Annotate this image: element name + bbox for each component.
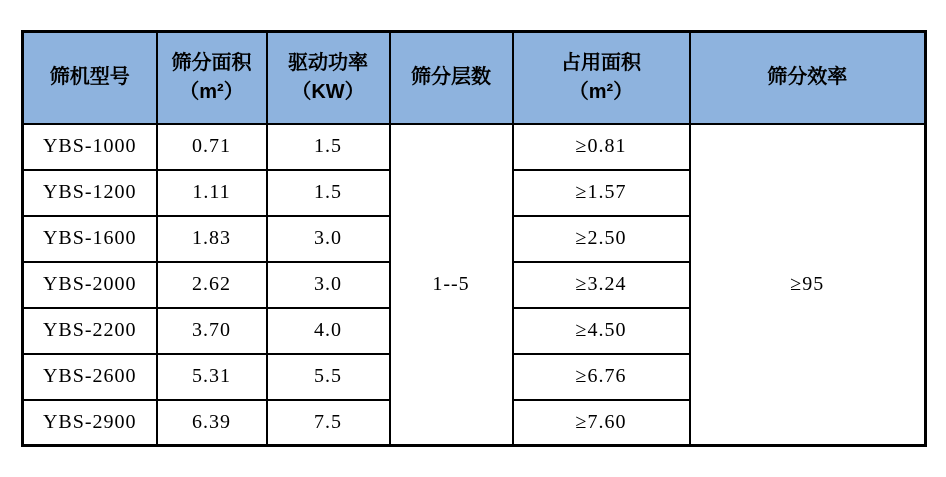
cell-model: YBS-2200: [23, 308, 157, 354]
column-header-occupied-area: [513, 32, 690, 124]
cell-occupied: ≥4.50: [513, 308, 690, 354]
cell-occupied: ≥2.50: [513, 216, 690, 262]
column-header-model: [23, 32, 157, 124]
cell-power: 7.5: [267, 400, 390, 446]
cell-occupied: ≥0.81: [513, 124, 690, 170]
cell-occupied: ≥6.76: [513, 354, 690, 400]
cell-efficiency-merged: ≥95: [690, 124, 926, 446]
cell-area: 1.11: [157, 170, 267, 216]
cell-model: YBS-1600: [23, 216, 157, 262]
cell-area: 2.62: [157, 262, 267, 308]
column-header-screening-area: [157, 32, 267, 124]
column-header-label: 筛分层数: [411, 66, 491, 89]
cell-layers-merged: 1--5: [390, 124, 513, 446]
column-header-label: 筛机型号: [49, 66, 130, 89]
cell-area: 5.31: [157, 354, 267, 400]
cell-area: 0.71: [157, 124, 267, 170]
cell-occupied: ≥3.24: [513, 262, 690, 308]
cell-area: 3.70: [157, 308, 267, 354]
column-header-label: 筛分面积: [171, 51, 252, 74]
column-header-label: 筛分效率: [767, 66, 848, 89]
cell-model: YBS-2600: [23, 354, 157, 400]
column-header-label: 占用面积: [561, 51, 641, 74]
cell-model: YBS-1200: [23, 170, 157, 216]
cell-power: 4.0: [267, 308, 390, 354]
cell-model: YBS-1000: [23, 124, 157, 170]
column-header-screening-efficiency: [690, 32, 926, 124]
cell-area: 1.83: [157, 216, 267, 262]
cell-occupied: ≥1.57: [513, 170, 690, 216]
table-row: [23, 124, 926, 170]
cell-model: YBS-2000: [23, 262, 157, 308]
cell-model: YBS-2900: [23, 400, 157, 446]
cell-area: 6.39: [157, 400, 267, 446]
cell-power: 3.0: [267, 262, 390, 308]
column-header-drive-power: [267, 32, 390, 124]
spec-table: [21, 30, 927, 447]
column-header-screening-layers: [390, 32, 513, 124]
column-header-unit: （KW）: [291, 80, 365, 103]
cell-power: 1.5: [267, 124, 390, 170]
cell-power: 1.5: [267, 170, 390, 216]
cell-occupied: ≥7.60: [513, 400, 690, 446]
cell-power: 5.5: [267, 354, 390, 400]
header-row: [23, 32, 926, 124]
cell-power: 3.0: [267, 216, 390, 262]
column-header-unit: （m²）: [568, 80, 634, 103]
column-header-unit: （m²）: [179, 80, 244, 103]
column-header-label: 驱动功率: [288, 51, 368, 74]
